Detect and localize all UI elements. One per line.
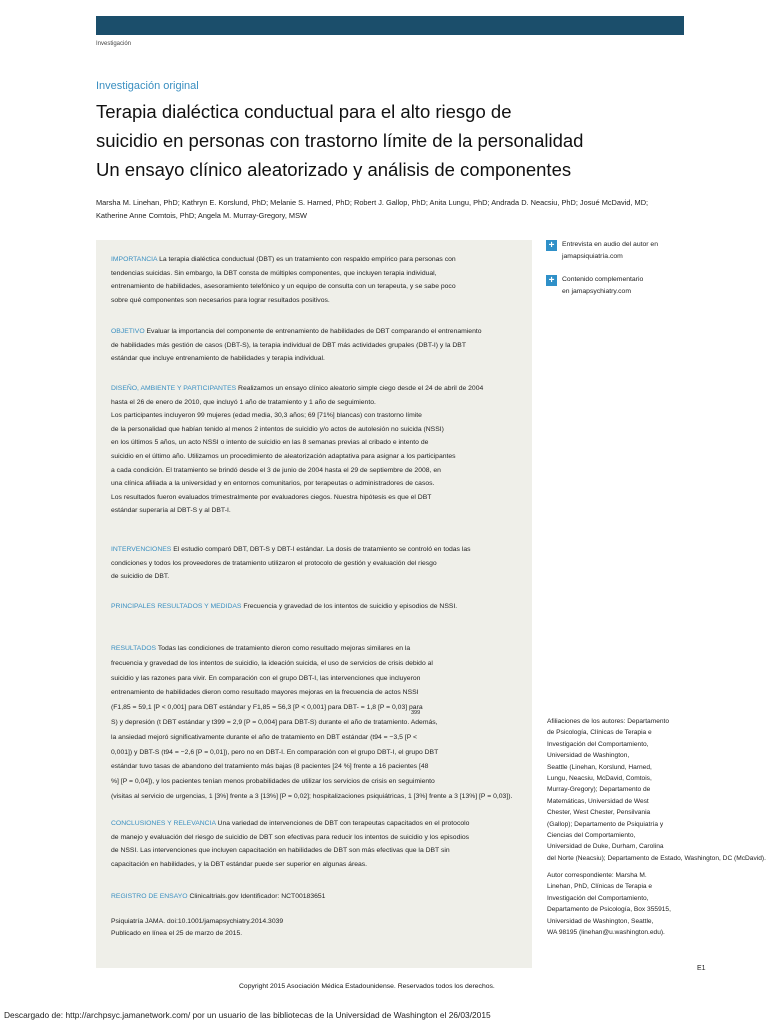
affiliation-line: de Psicología, Clínicas de Terapia e: [547, 729, 652, 737]
affiliation-line: Matemáticas, Universidad de West: [547, 797, 649, 805]
corresponding-line: Autor correspondiente: Marsha M.: [547, 872, 647, 879]
subscript: 399: [411, 710, 421, 717]
corresponding-line: WA 98195 (linehan@u.washington.edu).: [547, 929, 665, 937]
header-bar: [96, 16, 684, 35]
affiliation-line: Seattle (Linehan, Korslund, Harned,: [547, 763, 652, 771]
abstract-text: de habilidades más gestión de casos (DBT-S), la terapia individual de DBT más actividades grupales (DBT-I) y la DBT: [111, 341, 466, 349]
abstract-text: de suicidio de DBT.: [111, 573, 170, 581]
author-affiliations: [547, 716, 768, 864]
abstract-text: Los resultados fueron evaluados trimestralmente por evaluadores ciegos. Nuestra hipótesis es que el DBT: [111, 493, 432, 501]
affiliation-line: Chester, West Chester, Pensilvania: [547, 809, 651, 817]
publication-date: Publicado en línea el 25 de marzo de 2015.: [111, 930, 243, 937]
link-text[interactable]: jamapsiquiatría.com: [562, 252, 623, 260]
affiliation-line: Murray-Gregory); Departamento de: [547, 786, 651, 794]
affiliation-line: Afiliaciones de los autores: Departamento: [547, 718, 670, 725]
title-line: Terapia dialéctica conductual para el alto riesgo de: [96, 101, 512, 122]
affiliation-line: Universidad de Duke, Durham, Carolina: [547, 843, 664, 851]
abstract-text: condiciones y todos los proveedores de tratamiento utilizaron el protocolo de gestión y evaluación del riesgo: [111, 559, 437, 567]
affiliation-line: Lungu, Neacsiu, McDavid, Comtois,: [547, 775, 652, 783]
affiliation-line: Investigación del Comportamiento,: [547, 740, 649, 748]
supplemental-content-link[interactable]: [546, 274, 726, 297]
abstract-importancia: [111, 253, 521, 307]
download-notice: Descargado de: http://archpsyc.jamanetwork.com/ por un usuario de las bibliotecas de la Universidad de Washington el 26/03/2015: [4, 1010, 491, 1020]
abstract-text: entrenamiento de habilidades dieron como resultado mayores mejoras en la frecuencia de actos NSSI: [111, 689, 419, 697]
abstract-text: entrenamiento de habilidades, asesoramiento telefónico y un equipo de consulta con un terapeuta, y se sabe poco: [111, 283, 456, 291]
affiliation-line: Ciencias del Comportamiento,: [547, 832, 636, 840]
affiliation-line: del Norte (Neacsiu); Departamento de Estado, Washington, DC (McDavid).: [547, 854, 766, 862]
abstract-text: tendencias suicidas. Sin embargo, la DBT consta de múltiples componentes, que incluyen terapia individual,: [111, 269, 437, 277]
abstract-principales: [111, 600, 521, 614]
abstract-text: en los últimos 5 años, un acto NSSI o intento de suicidio en las 8 semanas previas al cribado e intento de: [111, 439, 429, 447]
link-text[interactable]: en jamapsychiatry.com: [562, 287, 632, 295]
abstract-text: suicidio en el último año. Utilizamos un procedimiento de aleatorización adaptativa para asignar a los participantes: [111, 452, 456, 460]
abstract-text: El estudio comparó DBT, DBT-S y DBT-I estándar. La dosis de tratamiento se controló en todas las: [173, 546, 471, 553]
article-title: [96, 97, 656, 184]
abstract-text: estándar tuvo tasas de abandono del tratamiento más bajas (8 pacientes [24 %] frente a 16 pacientes [48: [111, 763, 429, 771]
corresponding-line: Universidad de Washington, Seattle,: [547, 917, 654, 925]
section-label: REGISTRO DE ENSAYO: [111, 893, 188, 900]
abstract-text: sobre qué componentes son necesarios para lograr resultados positivos.: [111, 296, 330, 304]
abstract-text: hasta el 26 de enero de 2010, que incluyó 1 año de tratamiento y 1 año de seguimiento.: [111, 398, 376, 406]
corresponding-line: Departamento de Psicología, Box 355915,: [547, 906, 671, 914]
trial-registration: Clinicaltrials.gov Identificador: NCT00183651: [189, 893, 326, 900]
corresponding-author: [547, 870, 747, 938]
abstract-text: Frecuencia y gravedad de los intentos de suicidio y episodios de NSSI.: [243, 603, 458, 610]
abstract-text: de la personalidad que habían tenido al menos 2 intentos de suicidio y/o actos de autolesión no suicida (NSSI): [111, 425, 444, 433]
section-tag: Investigación: [96, 41, 132, 47]
plus-icon[interactable]: +: [546, 240, 557, 251]
abstract-text: a cada condición. El tratamiento se brindó desde el 3 de junio de 2004 hasta el 29 de septiembre de 2008, en: [111, 466, 441, 474]
abstract-text-span: (F1,85 = 59,1 [P < 0,001] para DBT estándar y F1,85 = 56,3 [P < 0,001] para DBT- = 1,8 [P = 0,03] para: [111, 704, 423, 712]
plus-icon[interactable]: +: [546, 275, 557, 286]
abstract-text: capacitación en habilidades, y la DBT estándar puede ser superior en algunas áreas.: [111, 860, 368, 868]
abstract-text: Realizamos un ensayo clínico aleatorio simple ciego desde el 24 de abril de 2004: [238, 385, 484, 392]
abstract-text: Los participantes incluyeron 99 mujeres (edad media, 30,3 años; 69 [71%] blancas) con trastorno límite: [111, 412, 422, 420]
section-label: OBJETIVO: [111, 328, 145, 335]
abstract-text: una clínica afiliada a la universidad y en entornos comunitarios, por terapeutas o administradores de casos.: [111, 480, 435, 488]
affiliation-line: (Gallop); Departamento de Psiquiatría y: [547, 820, 664, 828]
abstract-conclusiones: [111, 817, 521, 871]
journal-reference: Psiquiatría JAMA. doi:10.1001/jamapsychiatry.2014.3039: [111, 918, 284, 925]
abstract-text: estándar superaría al DBT-S y al DBT-I.: [111, 507, 231, 515]
corresponding-line: Linehan, PhD, Clínicas de Terapia e: [547, 883, 653, 891]
section-label: IMPORTANCIA: [111, 256, 158, 263]
abstract-text: la ansiedad mejoró significativamente durante el año de tratamiento en DBT estándar (t94 = −3,5 [P <: [111, 733, 417, 741]
abstract-text: %] [P = 0,04]), y los pacientes tenían menos probabilidades de utilizar los servicios de crisis en seguimiento: [111, 778, 435, 786]
affiliation-line: Universidad de Washington,: [547, 752, 630, 760]
abstract-text: de NSSI. Las intervenciones que incluyen capacitación en habilidades de DBT son más efectivas que la DBT sin: [111, 847, 450, 855]
section-label: DISEÑO, AMBIENTE Y PARTICIPANTES: [111, 385, 237, 392]
abstract-registro: [111, 890, 521, 904]
abstract-text: frecuencia y gravedad de los intentos de suicidio, la ideación suicida, el uso de servicios de crisis debido al: [111, 659, 433, 667]
corresponding-line: Investigación del Comportamiento,: [547, 894, 649, 902]
section-label: CONCLUSIONES Y RELEVANCIA: [111, 820, 216, 827]
abstract-intervenciones: [111, 543, 521, 584]
link-text[interactable]: Contenido complementario: [562, 276, 644, 283]
section-label: INTERVENCIONES: [111, 546, 172, 553]
abstract-text: de manejo y evaluación del riesgo de suicidio de DBT son efectivas para reducir los intentos de suicidio y los episodios: [111, 833, 470, 841]
abstract-text: estándar que incluye entrenamiento de habilidades y terapia individual.: [111, 355, 325, 363]
abstract-text: La terapia dialéctica conductual (DBT) es un tratamiento con respaldo empírico para personas con: [159, 256, 456, 263]
abstract-resultados: [111, 642, 521, 805]
section-label: RESULTADOS: [111, 645, 157, 652]
abstract-text: [111, 701, 521, 716]
author-list: Marsha M. Linehan, PhD; Kathryn E. Korslund, PhD; Melanie S. Harned, PhD; Robert J. Gallop, PhD; Anita Lungu, PhD; Andrada D. Neacsiu, PhD; Josué McDavid, MD; Katherine Anne Comtois, PhD; Angela M. Murray-Gregory, MSW: [96, 198, 649, 220]
title-line: suicidio en personas con trastorno límite de la personalidad: [96, 130, 584, 151]
abstract-objetivo: [111, 325, 521, 366]
section-label: PRINCIPALES RESULTADOS Y MEDIDAS: [111, 603, 242, 610]
page-number: E1: [697, 965, 706, 972]
audio-interview-link[interactable]: [546, 239, 726, 262]
abstract-text: S) y depresión (t DBT estándar y t399 = 2,9 [P = 0,004] para DBT-S) durante el año de tratamiento. Además,: [111, 718, 438, 726]
abstract-text: 0,001]) y DBT-S (t94 = −2,6 [P = 0,01]), pero no en DBT-I. En comparación con el grupo DBT-I, el grupo DBT: [111, 748, 439, 756]
abstract-text: Una variedad de intervenciones de DBT con terapeutas capacitados en el protocolo: [217, 820, 470, 827]
copyright-notice: Copyright 2015 Asociación Médica Estadounidense. Reservados todos los derechos.: [239, 983, 495, 990]
abstract-text: Todas las condiciones de tratamiento dieron como resultado mejoras similares en la: [157, 645, 411, 652]
link-text[interactable]: Entrevista en audio del autor en: [562, 241, 658, 248]
abstract-text: Evaluar la importancia del componente de entrenamiento de habilidades de DBT comparando el entrenamiento: [146, 328, 482, 335]
abstract-text: (visitas al servicio de urgencias, 1 [3%] frente a 3 [13%] [P = 0,02]; hospitalizaciones psiquiátricas, 1 [3%] frente a 3 [13%] [P = 0,03]).: [111, 792, 513, 800]
article-type: Investigación original: [96, 80, 199, 92]
abstract-diseno: [111, 382, 521, 518]
title-line: Un ensayo clínico aleatorizado y análisis de componentes: [96, 159, 572, 180]
abstract-text: suicidio y las razones para vivir. En comparación con el grupo DBT-I, las intervenciones que incluyeron: [111, 674, 421, 682]
